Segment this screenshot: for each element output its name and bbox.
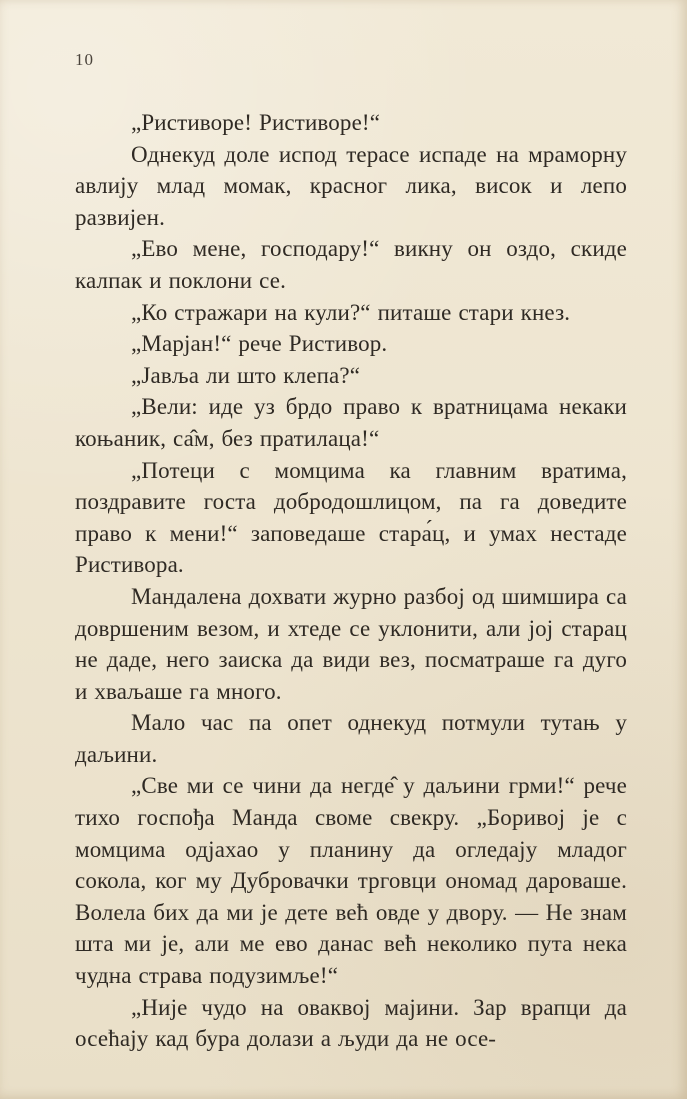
paragraph-3: „Ево мене, господару!“ викну он оздо, скиде калпак и поклони се.	[75, 236, 627, 293]
paragraph-8: „Потеци с момцима ка главним вратима, поздравите госта добродошлицом, па га доведите право к мени!“ заповедаше стара́ц, и умах нестаде Ристивора.	[75, 457, 627, 578]
paragraph-4: „Ко стражари на кули?“ питаше стари кнез.	[131, 299, 571, 325]
paragraph-5: „Марјан!“ рече Ристивор.	[131, 331, 388, 357]
paragraph-7: „Вели: иде уз брдо право к вратницама некаки коњаник, са̂м, без пратилаца!“	[75, 394, 627, 451]
paragraph-2: Однекуд доле испод терасе испаде на мраморну авлију млад момак, красног лика, висок и лепо развијен.	[75, 141, 627, 230]
paragraph-6: „Јавља ли што клепа?“	[131, 362, 361, 388]
paragraph-9: Мандалена дохвати журно разбој од шимшира са довршеним везом, и хтеде се уклонити, али јој старац не даде, него заиска да види вез, посматраше га дуго и хваљаше га много.	[75, 583, 627, 704]
paragraph-1: „Ристиворе! Ристиворе!“	[131, 110, 381, 135]
body-text	[75, 107, 627, 1055]
paragraph-11: „Све ми се чини да негде̂ у даљини грми!“ рече тихо госпођа Манда своме свекру. „Боривој је с момцима одјахао у планину да огледају младог сокола, ког му Дубровачки трговци ономад дароваше. Волела бих да ми је дете већ овде у двору. — Не знам шта ми је, али ме ево данас већ неколико пута нека чудна страва подузимље!“	[75, 773, 627, 989]
paragraph-12: „Није чудо на оваквој мајини. Зар врапци да осећају кад бура долази а људи да не осе-	[75, 994, 627, 1052]
paragraph-10: Мало час па опет однекуд потмули тутањ у даљини.	[75, 710, 627, 767]
page-number: 10	[75, 50, 94, 69]
